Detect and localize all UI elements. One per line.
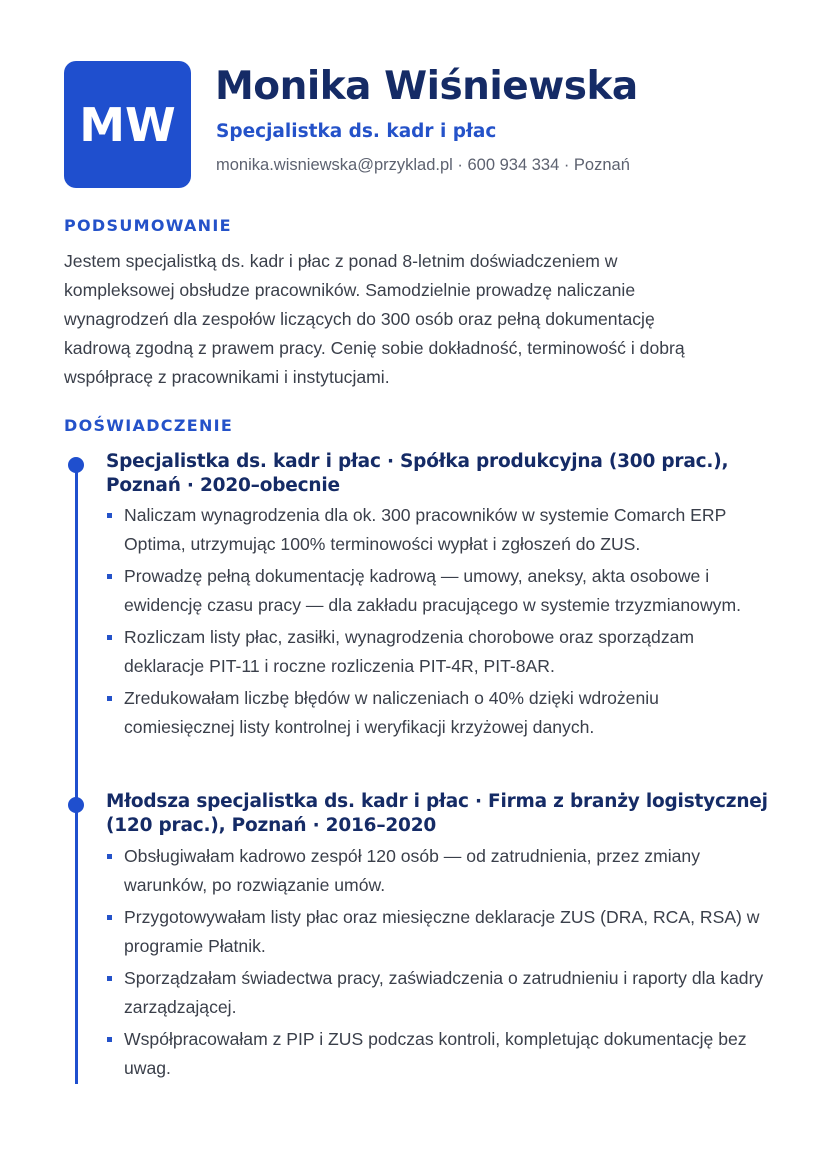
- timeline-dot: [68, 457, 84, 473]
- summary-text: Jestem specjalistką ds. kadr i płac z ponad 8-letnim doświadczeniem w kompleksowej obsłudze pracowników. Samodzielnie prowadzę naliczanie wynagrodzeń dla zespołów liczących do 300 osób oraz pełną dokumentację kadrową zgodną z prawem pracy. Cenię sobie dokładność, terminowość i dobrą współpracę z pracownikami i instytucjami.: [64, 251, 685, 387]
- candidate-name: Monika Wiśniewska: [215, 64, 638, 109]
- avatar: [64, 61, 191, 188]
- bullet-square-icon: [107, 854, 112, 859]
- bullet-square-icon: [107, 915, 112, 920]
- bullet-square-icon: [107, 574, 112, 579]
- job-bullet: [106, 684, 766, 742]
- candidate-role: Specjalistka ds. kadr i płac: [216, 121, 497, 142]
- experience-heading: DOŚWIADCZENIE: [64, 416, 234, 435]
- bullet-text: Współpracowałam z PIP i ZUS podczas kontroli, kompletując dokumentację bez uwag.: [124, 1029, 747, 1078]
- job-title: Specjalistka ds. kadr i płac · Spółka produkcyjna (300 prac.), Poznań · 2020–obecnie: [106, 451, 729, 496]
- job-bullet: [106, 903, 766, 961]
- bullet-text: Przygotowywałam listy płac oraz miesięczne deklaracje ZUS (DRA, RCA, RSA) w programie Płatnik.: [124, 907, 760, 956]
- job-bullet: [106, 501, 766, 559]
- contact-line: monika.wisniewska@przyklad.pl · 600 934 334 · Poznań: [216, 156, 630, 174]
- job-bullet: [106, 623, 766, 681]
- bullet-text: Prowadzę pełną dokumentację kadrową — umowy, aneksy, akta osobowe i ewidencję czasu pracy — dla zakładu pracującego w systemie trzyzmianowym.: [124, 566, 742, 615]
- bullet-text: Naliczam wynagrodzenia dla ok. 300 pracowników w systemie Comarch ERP Optima, utrzymując 100% terminowości wypłat i zgłoszeń do ZUS.: [124, 505, 727, 554]
- bullet-text: Obsługiwałam kadrowo zespół 120 osób — od zatrudnienia, przez zmiany warunków, po rozwiązanie umów.: [124, 846, 701, 895]
- bullet-square-icon: [107, 513, 112, 518]
- bullet-text: Rozliczam listy płac, zasiłki, wynagrodzenia chorobowe oraz sporządzam deklaracje PIT-11 i roczne rozliczenia PIT-4R, PIT-8AR.: [124, 627, 695, 676]
- bullet-text: Zredukowałam liczbę błędów w naliczeniach o 40% dzięki wdrożeniu comiesięcznej listy kontrolnej i weryfikacji krzyżowej danych.: [124, 688, 659, 737]
- bullet-square-icon: [107, 635, 112, 640]
- job-bullet-list: [106, 501, 766, 745]
- bullet-square-icon: [107, 696, 112, 701]
- avatar-initials: MW: [79, 97, 176, 152]
- job-bullet: [106, 1025, 766, 1083]
- bullet-text: Sporządzałam świadectwa pracy, zaświadczenia o zatrudnieniu i raporty dla kadry zarządzającej.: [124, 968, 764, 1017]
- timeline-line: [75, 462, 78, 1084]
- job-title: Młodsza specjalistka ds. kadr i płac · Firma z branży logistycznej (120 prac.), Poznań · 2016–2020: [106, 791, 768, 836]
- bullet-square-icon: [107, 976, 112, 981]
- job-bullet-list: [106, 842, 766, 1086]
- summary-heading: PODSUMOWANIE: [64, 216, 232, 235]
- job-bullet: [106, 964, 766, 1022]
- timeline-dot: [68, 797, 84, 813]
- job-bullet: [106, 562, 766, 620]
- job-bullet: [106, 842, 766, 900]
- bullet-square-icon: [107, 1037, 112, 1042]
